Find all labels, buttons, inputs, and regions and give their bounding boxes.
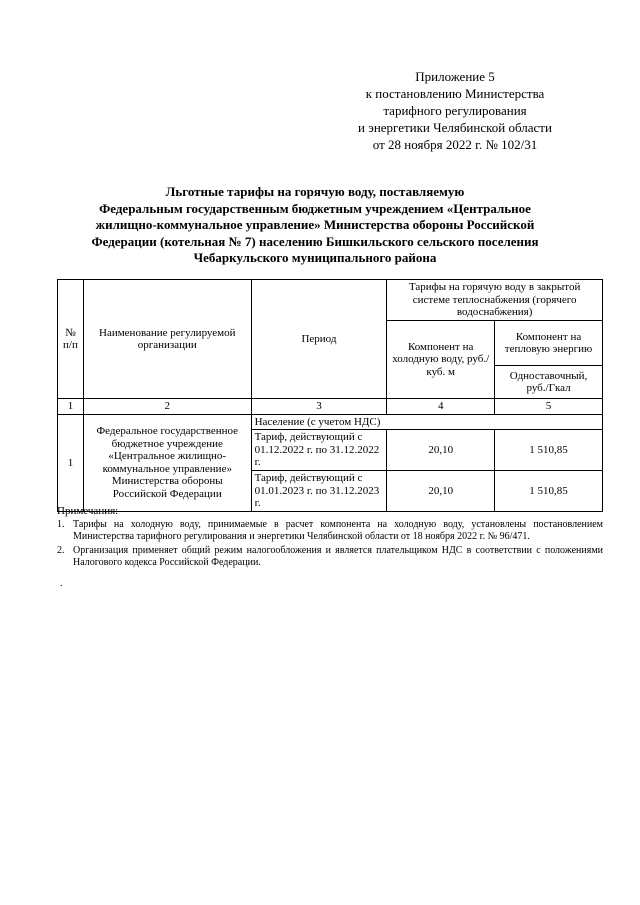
note-number: 1. (57, 519, 65, 530)
single-rate-value: 1 510,85 (495, 471, 603, 512)
tariff-table (57, 279, 603, 512)
appendix-line: Приложение 5 (415, 69, 495, 84)
appendix-line: от 28 ноября 2022 г. № 102/31 (372, 137, 538, 152)
header-single-rate: Одноставочный, руб./Гкал (495, 366, 603, 399)
header-period: Период (251, 280, 387, 399)
notes-heading: Примечания: (57, 505, 119, 517)
single-rate-value: 1 510,85 (495, 430, 603, 471)
column-number-row (58, 399, 603, 415)
header-row (58, 280, 603, 321)
header-tariffs-group: Тарифы на горячую воду в закрытой системе теплоснабжения (горячего водоснабжения) (387, 280, 603, 321)
cold-water-value: 20,10 (387, 471, 495, 512)
column-number: 4 (387, 399, 495, 415)
header-org: Наименование регулируемой организации (83, 280, 251, 399)
column-number: 1 (58, 399, 84, 415)
appendix-line: тарифного регулирования (383, 103, 527, 118)
title-line: Льготные тарифы на горячую воду, поставляемую (165, 184, 465, 199)
note-item (57, 545, 603, 569)
header-cold-water: Компонент на холодную воду, руб./куб. м (387, 321, 495, 399)
notes-section (57, 505, 603, 569)
title-line: Федерации (котельная № 7) населению Бишкильского сельского поселения (91, 233, 539, 249)
title-line: Федеральным государственным бюджетным учреждением «Центральное (99, 200, 531, 216)
title-line: жилищно-коммунальное управление» Министерства обороны Российской (95, 217, 535, 232)
header-thermal: Компонент на тепловую энергию (495, 321, 603, 366)
appendix-line: и энергетики Челябинской области (358, 120, 552, 135)
appendix-line: к постановлению Министерства (365, 86, 545, 101)
note-item (57, 519, 603, 543)
note-text: Тарифы на холодную воду, принимаемые в расчет компонента на холодную воду, установлены постановлением Министерства тарифного регулирования и энергетики Челябинской области от 18 ноября 2022 г. № 96/471. (73, 519, 603, 542)
period-cell: Тариф, действующий с 01.01.2023 г. по 31.12.2023 г. (251, 471, 387, 512)
row-num: 1 (58, 414, 84, 512)
note-text: Организация применяет общий режим налогообложения и является плательщиком НДС в соответствии с положениями Налогового кодекса Российской Федерации. (73, 545, 603, 568)
period-cell: Тариф, действующий с 01.12.2022 г. по 31.12.2022 г. (251, 430, 387, 471)
column-number: 3 (251, 399, 387, 415)
cold-water-value: 20,10 (387, 430, 495, 471)
table-row (58, 414, 603, 430)
appendix-header (330, 68, 580, 153)
trailing-dot: . (60, 578, 63, 589)
column-number: 5 (495, 399, 603, 415)
population-label: Население (с учетом НДС) (251, 414, 602, 430)
header-num: № п/п (58, 280, 84, 399)
document-title (60, 184, 570, 267)
column-number: 2 (83, 399, 251, 415)
note-number: 2. (57, 545, 65, 556)
row-org: Федеральное государственное бюджетное учреждение «Центральное жилищно-коммунальное управление» Министерства обороны Российской Федерации (83, 414, 251, 512)
title-line: Чебаркульского муниципального района (193, 250, 437, 265)
